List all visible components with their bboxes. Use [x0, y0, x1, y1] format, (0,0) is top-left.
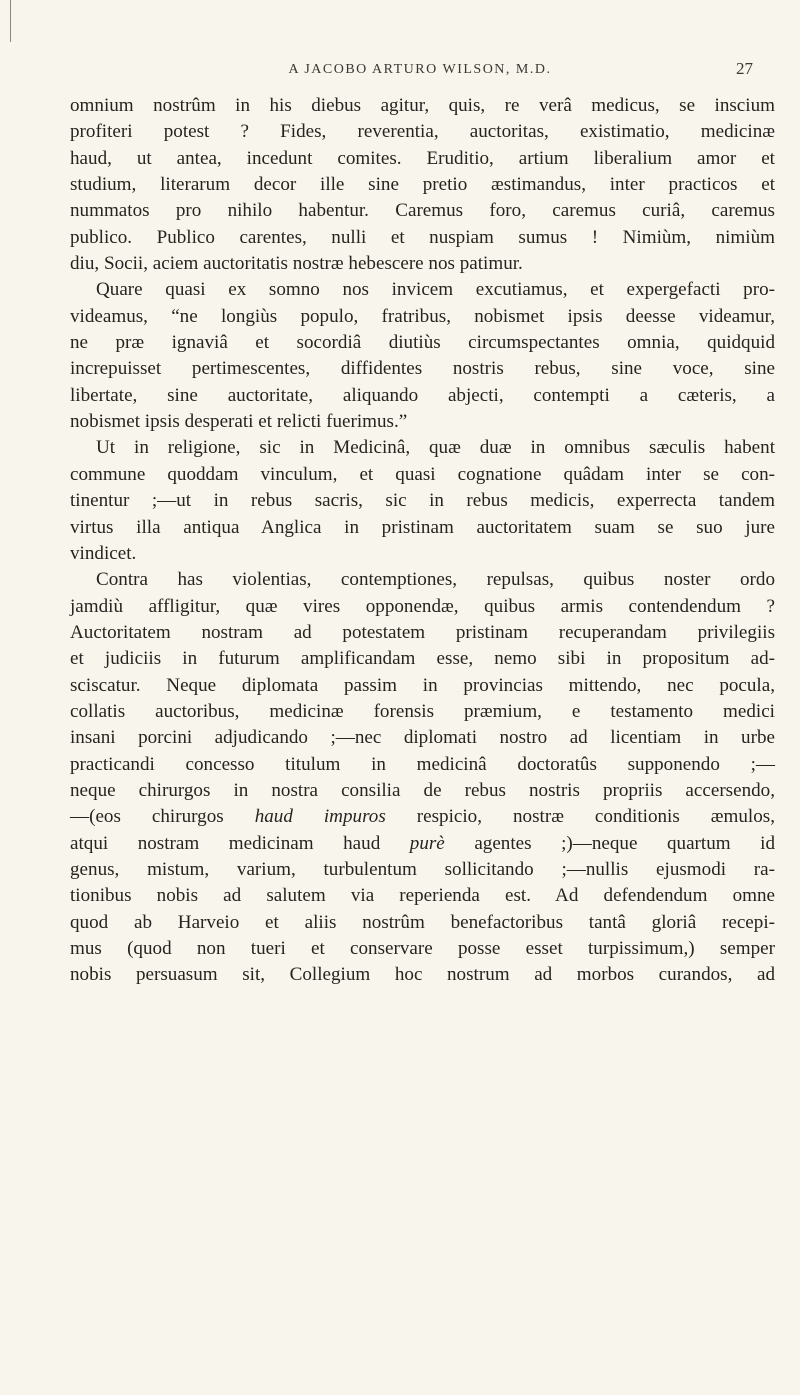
text-line: sciscatur. Neque diplomata passim in provincias mittendo, nec pocula,: [70, 674, 775, 696]
page-number: 27: [736, 59, 753, 78]
text-line: virtus illa antiqua Anglica in pristinam auctoritatem suam se suo jure: [70, 516, 775, 538]
text-line: publico. Publico carentes, nulli et nuspiam sumus ! Nimiùm, nimiùm: [70, 226, 775, 248]
text-line: commune quoddam vinculum, et quasi cognatione quâdam inter se con-: [70, 463, 775, 485]
text-line: videamus, “ne longiùs populo, fratribus, nobismet ipsis deesse videamur,: [70, 305, 775, 327]
text-line: libertate, sine auctoritate, aliquando abjecti, contempti a cæteris, a: [70, 384, 775, 406]
text-line: increpuisset pertimescentes, diffidentes nostris rebus, sine voce, sine: [70, 358, 775, 380]
text-line: vindicet.: [70, 542, 137, 564]
text-line: studium, literarum decor ille sine pretio æstimandus, inter practicos et: [70, 174, 775, 196]
text-line: collatis auctoribus, medicinæ forensis præmium, e testamento medici: [70, 700, 775, 722]
text-fragment: respicio, nostræ conditionis æmulos,: [385, 806, 775, 828]
text-line: practicandi concesso titulum in medicinâ doctoratûs supponendo ;—: [70, 753, 775, 775]
text-line-with-italic: [70, 804, 775, 830]
page-header: [70, 59, 770, 86]
text-fragment: agentes ;)—neque quartum id: [444, 832, 775, 854]
running-head: A JACOBO ARTURO WILSON, M.D.: [288, 62, 552, 77]
italic-phrase: haud impuros: [254, 806, 386, 828]
text-line: ne præ ignaviâ et socordiâ diutiùs circumspectantes omnia, quidquid: [70, 332, 775, 354]
text-line-with-italic: [70, 831, 775, 857]
text-line: nobismet ipsis desperati et relicti fuerimus.”: [70, 411, 408, 433]
text-line: jamdiù affligitur, quæ vires opponendæ, quibus armis contendendum ?: [70, 595, 775, 617]
text-line: haud, ut antea, incedunt comites. Eruditio, artium liberalium amor et: [70, 147, 775, 169]
text-line: neque chirurgos in nostra consilia de rebus nostris propriis accersendo,: [70, 779, 775, 801]
text-line: Contra has violentias, contemptiones, repulsas, quibus noster ordo: [96, 569, 775, 591]
text-line: diu, Socii, aciem auctoritatis nostræ hebescere nos patimur.: [70, 253, 523, 275]
text-line: tionibus nobis ad salutem via reperienda est. Ad defendendum omne: [70, 885, 775, 907]
italic-word: purè: [409, 832, 445, 854]
text-line: nobis persuasum sit, Collegium hoc nostrum ad morbos curandos, ad: [70, 964, 775, 986]
body-text: [70, 93, 775, 989]
gutter-line: [10, 0, 11, 42]
text-line: genus, mistum, varium, turbulentum sollicitando ;—nullis ejusmodi ra-: [70, 858, 775, 880]
text-line: insani porcini adjudicando ;—nec diplomati nostro ad licentiam in urbe: [70, 727, 775, 749]
text-line: Ut in religione, sic in Medicinâ, quæ duæ in omnibus sæculis habent: [96, 437, 775, 459]
text-line: tinentur ;—ut in rebus sacris, sic in rebus medicis, experrecta tandem: [70, 490, 775, 512]
text-line: nummatos pro nihilo habentur. Caremus foro, caremus curiâ, caremus: [70, 200, 775, 222]
text-fragment: —(eos chirurgos: [70, 806, 255, 828]
text-line: mus (quod non tueri et conservare posse esset turpissimum,) semper: [70, 938, 775, 959]
text-line: Quare quasi ex somno nos invicem excutiamus, et expergefacti pro-: [96, 279, 775, 301]
text-line: profiteri potest ? Fides, reverentia, auctoritas, existimatio, medicinæ: [70, 121, 775, 143]
text-line: Auctoritatem nostram ad potestatem pristinam recuperandam privilegiis: [70, 621, 775, 643]
text-line: omnium nostrûm in his diebus agitur, quis, re verâ medicus, se inscium: [70, 95, 775, 116]
text-line: et judiciis in futurum amplificandam esse, nemo sibi in propositum ad-: [70, 648, 775, 670]
text-line: quod ab Harveio et aliis nostrûm benefactoribus tantâ gloriâ recepi-: [70, 911, 775, 933]
text-fragment: atqui nostram medicinam haud: [70, 832, 410, 854]
